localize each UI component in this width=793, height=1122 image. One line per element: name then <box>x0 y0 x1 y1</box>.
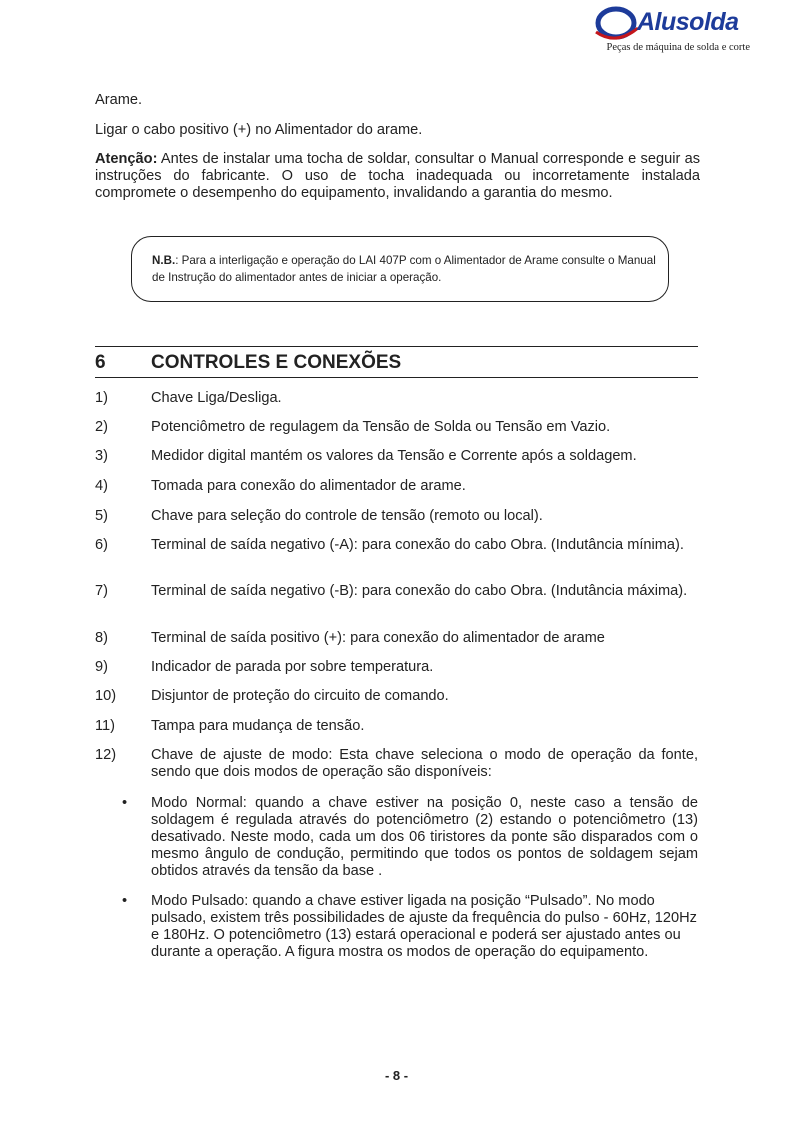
attention-text: Antes de instalar uma tocha de soldar, consultar o Manual corresponde e seguir as instruções do fabricante. O uso de tocha inadequada ou incorretamente instalada compromete o desempenho do equipamento, invalidando a garantia do mesmo. <box>95 151 700 201</box>
logo-swoosh-icon <box>594 6 640 42</box>
bullet-text: Modo Normal: quando a chave estiver na posição 0, neste caso a tensão de soldagem é regulada através do potenciômetro (2) estando o potenciômetro (13) desativado. Neste modo, cada um dos 06 tiristores da ponte são disparados com o mesmo ângulo de condução, permitindo que todos os pontos de soldagem sejam obtidos através da tensão da base . <box>151 795 698 879</box>
list-item-number: 3) <box>95 448 108 464</box>
list-item-text: Chave de ajuste de modo: Esta chave seleciona o modo de operação da fonte, sendo que dois modos de operação são disponíveis: <box>151 747 698 780</box>
intro-paragraph-1: Arame. <box>95 92 143 108</box>
list-item-number: 4) <box>95 478 108 494</box>
bullet-text: Modo Pulsado: quando a chave estiver ligada na posição “Pulsado”. No modo pulsado, existem três possibilidades de ajuste da frequência do pulso - 60Hz, 120Hz e 180Hz. O potenciômetro (13) estará operacional e poderá ser ajustado antes ou durante a operação. A figura mostra os modos de operação do equipamento. <box>151 893 697 960</box>
list-item-text: Tomada para conexão do alimentador de arame. <box>151 478 466 494</box>
list-item-text: Potenciômetro de regulagem da Tensão de Solda ou Tensão em Vazio. <box>151 419 611 435</box>
list-item-text: Terminal de saída positivo (+): para conexão do alimentador de arame <box>151 630 605 646</box>
section-bottom-rule <box>95 377 698 378</box>
list-item-number: 6) <box>95 537 108 553</box>
brand-logo <box>594 4 754 58</box>
list-item-number: 11) <box>95 718 116 734</box>
list-item-text: Indicador de parada por sobre temperatura. <box>151 659 434 675</box>
list-item-number: 10) <box>95 688 117 704</box>
list-item-number: 1) <box>95 390 108 406</box>
note-body: : Para a interligação e operação do LAI 407P com o Alimentador de Arame consulte o Manual de Instrução do alimentador antes de iniciar a operação. <box>152 254 656 284</box>
list-item-text: Terminal de saída negativo (-A): para conexão do cabo Obra. (Indutância mínima). <box>151 537 684 553</box>
list-item-number: 8) <box>95 630 108 646</box>
list-item-text: Disjuntor de proteção do circuito de comando. <box>151 688 449 704</box>
section-number: 6 <box>95 352 106 373</box>
logo-tagline: Peças de máquina de solda e corte <box>606 42 750 53</box>
bullet-icon: • <box>122 893 128 909</box>
list-item-number: 7) <box>95 583 108 599</box>
bullet-icon: • <box>122 795 128 811</box>
section-top-rule <box>95 346 698 347</box>
list-item-text: Chave para seleção do controle de tensão (remoto ou local). <box>151 508 543 524</box>
attention-paragraph <box>95 151 700 202</box>
intro-paragraph-2: Ligar o cabo positivo (+) no Alimentador do arame. <box>95 122 423 138</box>
attention-label: Atenção: <box>95 151 158 167</box>
page-number: - 8 - <box>384 1068 409 1083</box>
note-text <box>152 252 657 286</box>
list-item-text: Chave Liga/Desliga. <box>151 390 282 406</box>
list-item-number: 2) <box>95 419 108 435</box>
list-item-number: 9) <box>95 659 108 675</box>
note-label: N.B. <box>152 254 176 267</box>
list-item-text: Terminal de saída negativo (-B): para conexão do cabo Obra. (Indutância máxima). <box>151 583 688 599</box>
logo-wordmark: Alusolda <box>637 8 739 36</box>
list-item-number: 5) <box>95 508 108 524</box>
note-box <box>131 236 669 302</box>
list-item-text: Medidor digital mantém os valores da Tensão e Corrente após a soldagem. <box>151 448 637 464</box>
list-item-text: Tampa para mudança de tensão. <box>151 718 365 734</box>
list-item-number: 12) <box>95 747 117 763</box>
section-title: CONTROLES E CONEXÕES <box>151 352 402 373</box>
